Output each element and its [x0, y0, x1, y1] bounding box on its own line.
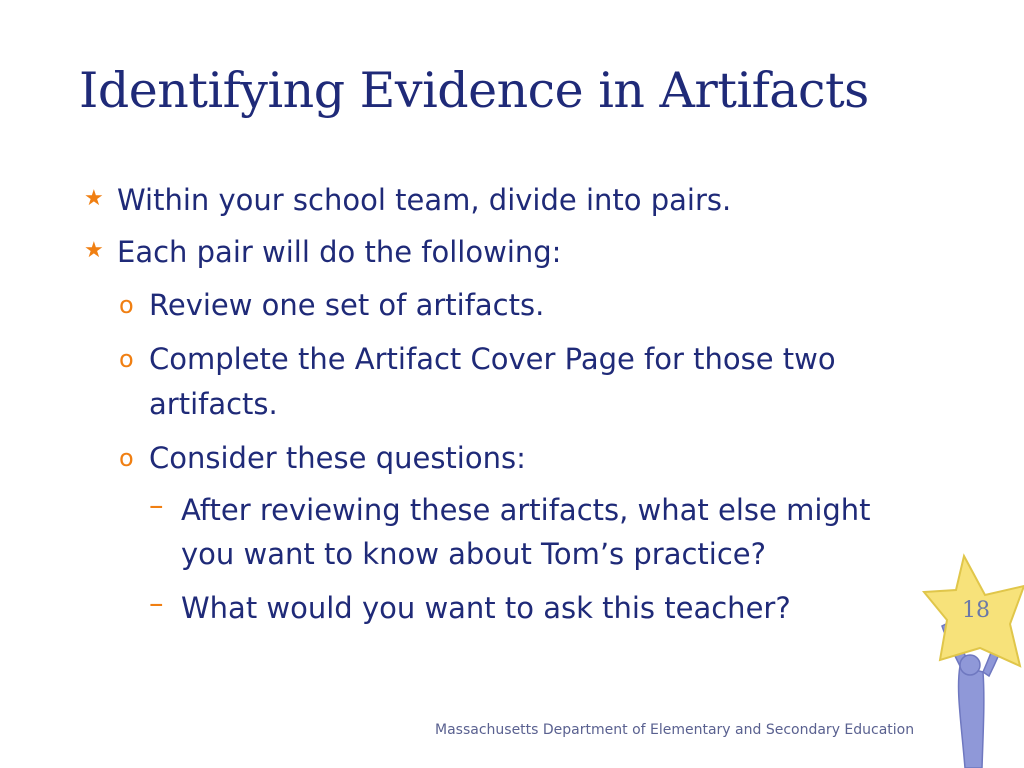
star-icon: ★ — [84, 186, 104, 211]
bullet-item: Each pair will do the following: — [117, 235, 562, 269]
bullet-item-continuation: you want to know about Tom’s practice? — [181, 537, 767, 571]
dash-bullet-icon: – — [149, 586, 164, 620]
slide-title: Identifying Evidence in Artifacts — [79, 62, 869, 119]
circle-bullet-icon: o — [119, 291, 134, 319]
bullet-item-continuation: artifacts. — [149, 387, 278, 421]
footer-text: Massachusetts Department of Elementary and Secondary Education — [435, 722, 915, 738]
page-number: 18 — [962, 598, 990, 623]
bullet-item: Complete the Artifact Cover Page for those two — [149, 342, 836, 376]
circle-bullet-icon: o — [119, 444, 134, 472]
bullet-item: Within your school team, divide into pairs. — [117, 183, 732, 217]
bullet-item: Review one set of artifacts. — [149, 288, 545, 322]
bullet-item: Consider these questions: — [149, 441, 526, 475]
dash-bullet-icon: – — [149, 488, 164, 522]
bullet-item: After reviewing these artifacts, what else might — [181, 493, 871, 527]
bullet-item: What would you want to ask this teacher? — [181, 591, 791, 625]
star-icon: ★ — [84, 238, 104, 263]
circle-bullet-icon: o — [119, 345, 134, 373]
